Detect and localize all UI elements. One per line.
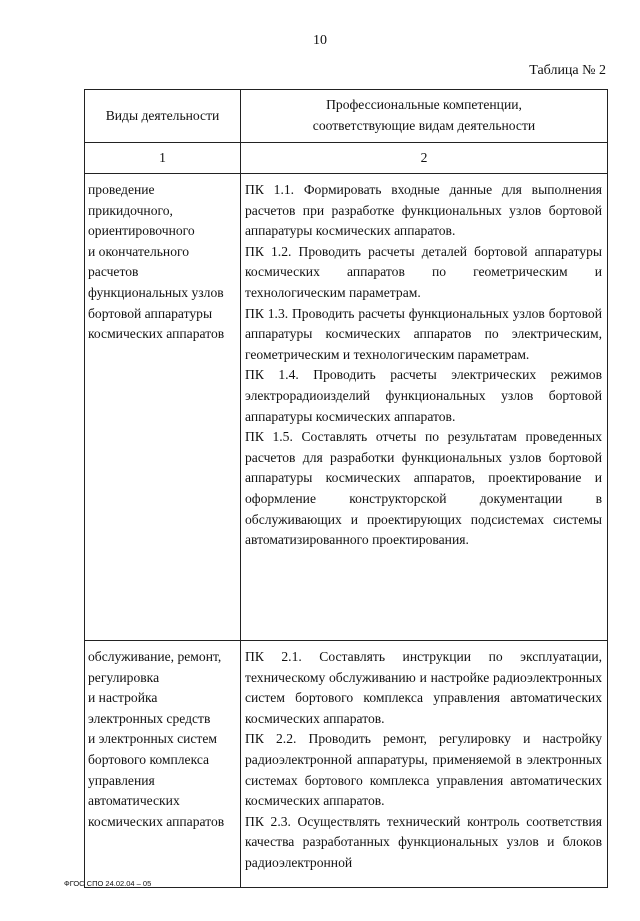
activity-line: расчетов [88,264,139,280]
competency-item: ПК 2.2. Проводить ремонт, регулировку и настройку радиоэлектронной аппаратуры, применяемой в электронных системах бортового комплекса управления автоматических космических аппаратов. [245,731,602,809]
activity-cell [85,174,241,641]
table-header-row [85,90,608,143]
activity-line: космических аппаратов [88,326,225,342]
activity-line: и настройка [88,690,158,706]
competency-item: ПК 1.1. Формировать входные данные для выполнения расчетов при разработке функциональных узлов бортовой аппаратуры космических аппаратов. [245,182,602,239]
competency-item: ПК 2.3. Осуществлять технический контроль соответствия качества разработанных функциональных узлов и блоков радиоэлектронной [245,813,602,870]
competencies-table [84,89,608,888]
activity-line: и электронных систем [88,731,218,747]
competencies-cell [241,174,608,641]
competency-item: ПК 1.2. Проводить расчеты деталей бортовой аппаратуры космических аппаратов по геометрическим и технологическим параметрам. [245,243,602,300]
header-activity-line: Виды деятельности [105,107,220,123]
activity-line: и окончательного [88,243,190,259]
activity-line: бортовой аппаратуры [88,305,213,321]
header-competencies [241,90,608,143]
activity-line: управления [88,772,155,788]
column-number: 1 [85,143,241,174]
column-number: 2 [241,143,608,174]
activity-line: электронных средств [88,710,211,726]
competencies-cell [241,641,608,888]
competency-item: ПК 1.5. Составлять отчеты по результатам проведенных расчетов для разработки функциональных узлов бортовой аппаратуры космических аппаратов, проектирование и оформление конструкторской документации в обслуживающих и проектирующих подсистемах системы автоматизированного проектирования. [245,429,602,548]
document-footer: ФГОС СПО 24.02.04 – 05 [64,879,152,888]
column-number-row [85,143,608,174]
competency-item: ПК 1.4. Проводить расчеты электрических режимов электрорадиоизделий функциональных узлов бортовой аппаратуры космических аппаратов. [245,367,602,424]
activity-line: ориентировочного [88,223,195,239]
page-number: 10 [313,33,327,48]
header-activity [85,90,241,143]
activity-line: космических аппаратов [88,813,225,829]
header-competencies-line: Профессиональные компетенции, [326,97,522,113]
competency-item: ПК 2.1. Составлять инструкции по эксплуатации, техническому обслуживанию и настройке радиоэлектронных систем бортового комплекса управления автоматических космических аппаратов. [245,649,602,726]
competency-item: ПК 1.3. Проводить расчеты функциональных узлов бортовой аппаратуры космических аппаратов по электрическим, геометрическим и технологическим параметрам. [245,305,602,362]
activity-line: проведение [88,182,155,197]
table-row [85,174,608,641]
activity-line: регулировка [88,669,160,685]
activity-cell [85,641,241,888]
activity-line: обслуживание, ремонт, [88,649,222,664]
header-competencies-line: соответствующие видам деятельности [312,118,536,133]
table-row [85,641,608,888]
activity-line: бортового комплекса [88,751,210,767]
activity-line: функциональных узлов [88,284,224,300]
activity-line: прикидочного, [88,202,173,218]
table-caption: Таблица № 2 [529,63,606,78]
activity-line: автоматических [88,793,180,809]
